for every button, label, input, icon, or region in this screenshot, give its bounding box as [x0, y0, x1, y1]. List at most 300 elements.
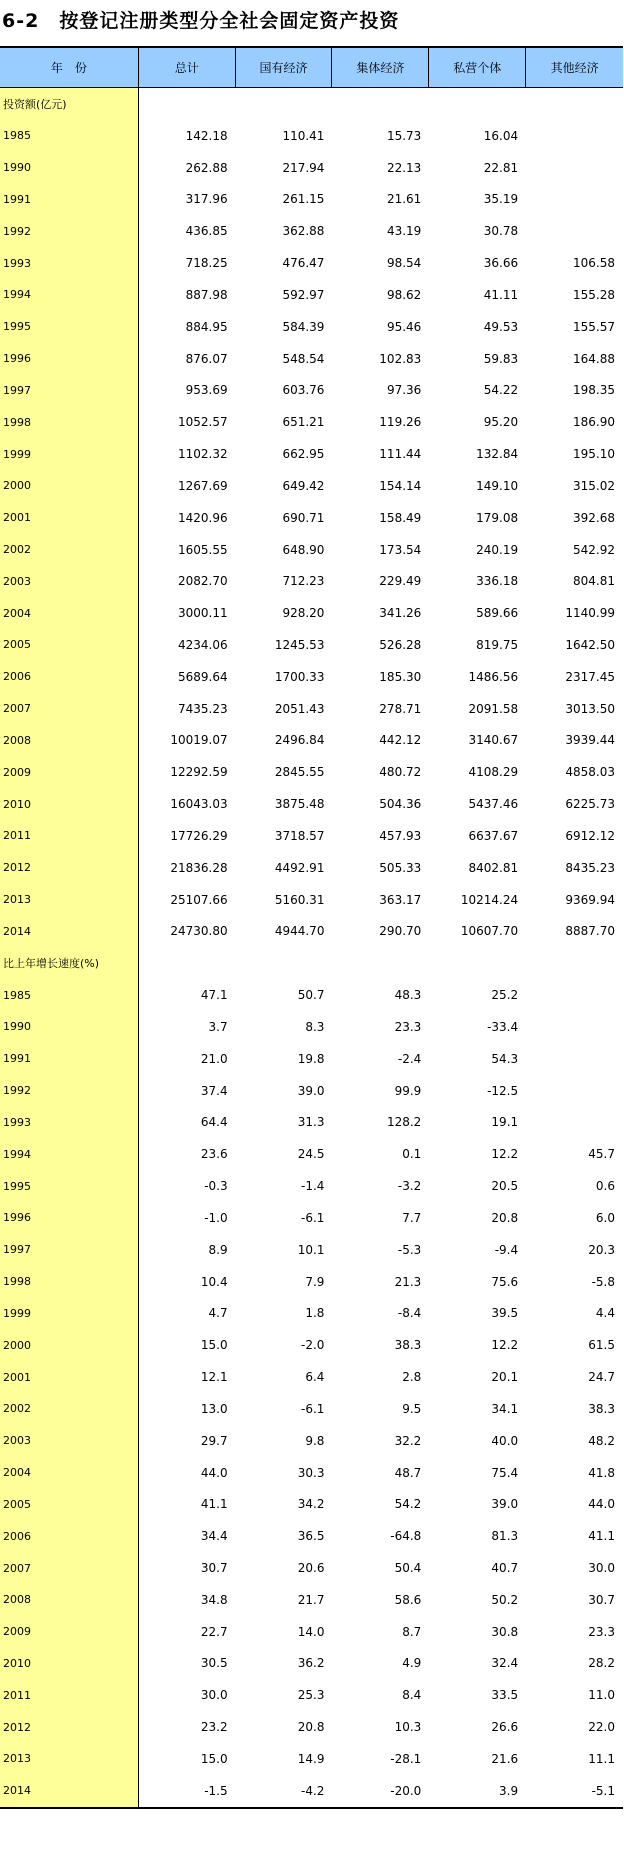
table-row — [0, 756, 623, 788]
value-cell: 21.6 — [491, 1751, 519, 1766]
value-cell: 95.20 — [483, 415, 519, 430]
value-cell: 34.8 — [200, 1592, 228, 1607]
section-row — [0, 947, 623, 979]
value-cell: 2496.84 — [274, 733, 325, 748]
table-row — [0, 343, 623, 375]
value-cell: 10019.07 — [170, 733, 228, 748]
header-other: 其他经济 — [550, 61, 599, 75]
table-row — [0, 1616, 623, 1648]
value-cell: 22.13 — [386, 160, 422, 175]
value-cell: -1.4 — [301, 1179, 325, 1194]
value-cell: 2051.43 — [274, 701, 325, 716]
value-cell: 2091.58 — [468, 701, 519, 716]
table-row — [0, 820, 623, 852]
year-cell: 2005 — [0, 629, 139, 661]
value-cell: 59.83 — [483, 351, 519, 366]
table-row — [0, 916, 623, 948]
value-cell: 20.5 — [491, 1179, 519, 1194]
value-cell: 278.71 — [379, 701, 422, 716]
table-row — [0, 629, 623, 661]
value-cell: -1.5 — [204, 1783, 228, 1798]
value-cell: 102.83 — [379, 351, 422, 366]
value-cell: 22.7 — [200, 1624, 228, 1639]
year-cell: 2014 — [0, 1775, 139, 1807]
value-cell: 20.6 — [297, 1561, 325, 1575]
value-cell: 4858.03 — [565, 765, 615, 780]
table-row — [0, 247, 623, 279]
value-cell: 30.0 — [200, 1688, 228, 1703]
value-cell: 23.3 — [394, 1019, 422, 1034]
value-cell: 37.4 — [200, 1083, 228, 1098]
value-cell: 106.58 — [572, 256, 615, 271]
value-cell: 44.0 — [200, 1465, 228, 1480]
value-cell: 43.19 — [386, 224, 422, 239]
value-cell: 36.2 — [297, 1656, 325, 1671]
value-cell: 3013.50 — [565, 701, 615, 716]
value-cell: 9.5 — [402, 1401, 422, 1416]
value-cell: 75.6 — [491, 1274, 519, 1289]
year-cell: 1991 — [0, 183, 139, 215]
year-cell: 2006 — [0, 661, 139, 693]
value-cell: 16043.03 — [170, 797, 228, 812]
header-year: 年 份 — [0, 48, 139, 87]
value-cell: 392.68 — [572, 510, 615, 525]
year-cell: 2006 — [0, 1520, 139, 1552]
value-cell: 128.2 — [386, 1115, 422, 1130]
year-cell: 1996 — [0, 1202, 139, 1234]
value-cell: 19.1 — [491, 1115, 519, 1130]
value-cell: 173.54 — [379, 542, 422, 557]
value-cell: 99.9 — [394, 1083, 422, 1098]
value-cell: 19.8 — [297, 1051, 325, 1066]
year-cell: 1996 — [0, 343, 139, 375]
value-cell: -0.3 — [204, 1179, 228, 1194]
value-cell: 584.39 — [282, 319, 325, 334]
value-cell: 712.23 — [282, 574, 325, 589]
value-cell: 119.26 — [379, 415, 422, 430]
value-cell: 804.81 — [572, 574, 615, 589]
value-cell: -12.5 — [487, 1083, 519, 1098]
year-cell: 2003 — [0, 565, 139, 597]
year-cell: 2003 — [0, 1425, 139, 1457]
value-cell: 14.0 — [297, 1624, 325, 1639]
value-cell: 38.3 — [588, 1401, 615, 1416]
table-body — [0, 88, 623, 1807]
value-cell: 32.2 — [394, 1433, 422, 1448]
table-row — [0, 1202, 623, 1234]
value-cell: 58.6 — [394, 1592, 422, 1607]
value-cell: 4.7 — [208, 1306, 228, 1321]
value-cell: 10.4 — [200, 1274, 228, 1289]
value-cell: -5.8 — [591, 1274, 615, 1289]
table-row — [0, 852, 623, 884]
value-cell: 155.28 — [572, 287, 615, 302]
value-cell: 20.8 — [297, 1720, 325, 1735]
table-row — [0, 1011, 623, 1043]
value-cell: -1.0 — [204, 1210, 228, 1225]
value-cell: 23.6 — [200, 1147, 228, 1162]
value-cell: 436.85 — [185, 224, 228, 239]
table-row — [0, 693, 623, 725]
value-cell: 10.3 — [394, 1720, 422, 1735]
value-cell: 21.0 — [200, 1051, 228, 1066]
table-row — [0, 1234, 623, 1266]
value-cell: 1267.69 — [177, 478, 228, 493]
table-row — [0, 1584, 623, 1616]
section-row — [0, 88, 623, 120]
table-row — [0, 502, 623, 534]
year-cell: 1993 — [0, 1107, 139, 1139]
value-cell: 61.5 — [588, 1338, 615, 1353]
value-cell: 542.92 — [572, 542, 615, 557]
table-row — [0, 183, 623, 215]
value-cell: 132.84 — [476, 447, 519, 462]
value-cell: 5160.31 — [274, 892, 325, 907]
value-cell: 48.2 — [588, 1433, 615, 1448]
table-row — [0, 1488, 623, 1520]
value-cell: 15.0 — [200, 1338, 228, 1353]
year-cell: 2009 — [0, 756, 139, 788]
table-row — [0, 597, 623, 629]
value-cell: 290.70 — [379, 924, 422, 939]
value-cell: 31.3 — [297, 1115, 325, 1130]
table-row — [0, 311, 623, 343]
section-label: 投资额(亿元) — [0, 88, 139, 120]
value-cell: 648.90 — [282, 542, 325, 557]
value-cell: 16.04 — [483, 128, 519, 143]
value-cell: 317.96 — [185, 192, 228, 207]
table-header — [0, 46, 623, 88]
value-cell: 8.3 — [305, 1019, 325, 1034]
table-row — [0, 884, 623, 916]
table-row — [0, 1043, 623, 1075]
value-cell: 442.12 — [379, 733, 422, 748]
value-cell: 34.2 — [297, 1497, 325, 1512]
value-cell: 363.17 — [379, 892, 422, 907]
table-bottom-rule — [0, 1807, 623, 1809]
year-cell: 1994 — [0, 1138, 139, 1170]
year-cell: 1998 — [0, 1266, 139, 1298]
value-cell: 22.0 — [588, 1720, 615, 1735]
year-cell: 2002 — [0, 534, 139, 566]
value-cell: 32.4 — [491, 1656, 519, 1671]
value-cell: 40.0 — [491, 1433, 519, 1448]
value-cell: 34.1 — [491, 1401, 519, 1416]
value-cell: 4.9 — [402, 1656, 422, 1671]
value-cell: 13.0 — [200, 1401, 228, 1416]
table-row — [0, 1425, 623, 1457]
year-cell: 1997 — [0, 1234, 139, 1266]
year-cell: 2000 — [0, 1329, 139, 1361]
table-row — [0, 1138, 623, 1170]
year-cell: 2012 — [0, 852, 139, 884]
value-cell: 1052.57 — [177, 415, 228, 430]
header-state-owned: 国有经济 — [236, 48, 333, 87]
value-cell: 41.1 — [588, 1529, 615, 1544]
value-cell: 3939.44 — [565, 733, 615, 748]
value-cell: 49.53 — [483, 319, 519, 334]
value-cell: 336.18 — [476, 574, 519, 589]
year-cell: 2013 — [0, 884, 139, 916]
table-row — [0, 1266, 623, 1298]
value-cell: 41.8 — [588, 1465, 615, 1480]
value-cell: 4234.06 — [177, 637, 228, 652]
value-cell: 0.1 — [402, 1147, 422, 1162]
value-cell: 1102.32 — [177, 447, 228, 462]
value-cell: 98.54 — [386, 256, 422, 271]
table-row — [0, 565, 623, 597]
table-row — [0, 534, 623, 566]
value-cell: 198.35 — [572, 383, 615, 398]
table-row — [0, 215, 623, 247]
value-cell: 3140.67 — [468, 733, 519, 748]
table-row — [0, 1361, 623, 1393]
table-row — [0, 1775, 623, 1807]
value-cell: 111.44 — [379, 447, 422, 462]
value-cell: 5437.46 — [468, 797, 519, 812]
year-cell: 2007 — [0, 1552, 139, 1584]
value-cell: 12.2 — [491, 1147, 519, 1162]
value-cell: 21.3 — [394, 1274, 422, 1289]
table-row — [0, 1393, 623, 1425]
value-cell: -8.4 — [397, 1306, 422, 1321]
value-cell: 23.2 — [200, 1720, 228, 1735]
value-cell: 30.0 — [588, 1561, 615, 1575]
value-cell: 20.1 — [491, 1370, 519, 1385]
year-cell: 1994 — [0, 279, 139, 311]
year-cell: 2010 — [0, 1648, 139, 1680]
value-cell: 8.4 — [402, 1688, 422, 1703]
value-cell: 154.14 — [379, 478, 422, 493]
value-cell: 29.7 — [200, 1433, 228, 1448]
value-cell: 64.4 — [200, 1115, 228, 1130]
year-cell: 1993 — [0, 247, 139, 279]
value-cell: 6225.73 — [565, 797, 615, 812]
value-cell: 8.7 — [402, 1624, 422, 1639]
value-cell: -4.2 — [301, 1783, 325, 1798]
value-cell: 504.36 — [379, 797, 422, 812]
value-cell: 20.3 — [588, 1242, 615, 1257]
value-cell: 39.0 — [491, 1497, 519, 1512]
value-cell: 2845.55 — [274, 765, 325, 780]
value-cell: 47.1 — [200, 988, 228, 1003]
value-cell: -64.8 — [390, 1529, 422, 1544]
value-cell: 526.28 — [379, 637, 422, 652]
value-cell: 315.02 — [572, 478, 615, 493]
year-cell: 2014 — [0, 916, 139, 948]
value-cell: 9.8 — [305, 1433, 325, 1448]
value-cell: 690.71 — [282, 510, 325, 525]
table-row — [0, 1552, 623, 1584]
value-cell: 21.61 — [386, 192, 422, 207]
value-cell: 142.18 — [185, 128, 228, 143]
value-cell: 8435.23 — [565, 860, 615, 875]
value-cell: 81.3 — [491, 1529, 519, 1544]
table-row — [0, 661, 623, 693]
year-cell: 2007 — [0, 693, 139, 725]
value-cell: 17726.29 — [170, 828, 228, 843]
value-cell: -6.1 — [301, 1210, 325, 1225]
year-cell: 2008 — [0, 725, 139, 757]
year-cell: 2013 — [0, 1743, 139, 1775]
value-cell: 36.66 — [483, 256, 519, 271]
value-cell: 34.4 — [200, 1529, 228, 1544]
value-cell: 505.33 — [379, 860, 422, 875]
value-cell: 3718.57 — [274, 828, 325, 843]
value-cell: 33.5 — [491, 1688, 519, 1703]
value-cell: -20.0 — [390, 1783, 422, 1798]
year-cell: 1995 — [0, 311, 139, 343]
value-cell: 649.42 — [282, 478, 325, 493]
value-cell: 11.1 — [588, 1751, 615, 1766]
value-cell: 887.98 — [185, 287, 228, 302]
value-cell: 1140.99 — [565, 606, 615, 621]
year-cell: 1992 — [0, 215, 139, 247]
value-cell: 476.47 — [282, 256, 325, 271]
value-cell: 54.22 — [483, 383, 519, 398]
value-cell: 24730.80 — [170, 924, 228, 939]
value-cell: 953.69 — [185, 383, 228, 398]
value-cell: 40.7 — [491, 1561, 519, 1575]
value-cell: 45.7 — [588, 1147, 615, 1162]
value-cell: 10214.24 — [460, 892, 519, 907]
value-cell: 30.7 — [200, 1561, 228, 1575]
value-cell: 1642.50 — [565, 637, 615, 652]
year-cell: 1991 — [0, 1043, 139, 1075]
value-cell: 362.88 — [282, 224, 325, 239]
year-cell: 1995 — [0, 1170, 139, 1202]
table-row — [0, 1648, 623, 1680]
value-cell: 12.1 — [200, 1370, 228, 1385]
table-row — [0, 438, 623, 470]
section-label: 比上年增长速度(%) — [0, 947, 139, 979]
year-cell: 1992 — [0, 1075, 139, 1107]
value-cell: 3875.48 — [274, 797, 325, 812]
table-row — [0, 788, 623, 820]
value-cell: 6637.67 — [468, 828, 519, 843]
value-cell: 8.9 — [208, 1242, 228, 1257]
value-cell: 240.19 — [476, 542, 519, 557]
value-cell: 41.11 — [483, 287, 519, 302]
value-cell: 928.20 — [282, 606, 325, 621]
value-cell: 30.78 — [483, 224, 519, 239]
value-cell: 2317.45 — [565, 669, 615, 684]
header-collective: 集体经济 — [332, 48, 429, 87]
value-cell: 2082.70 — [177, 574, 228, 589]
value-cell: 589.66 — [476, 606, 519, 621]
value-cell: 592.97 — [282, 287, 325, 302]
value-cell: 261.15 — [282, 192, 325, 207]
year-cell: 2004 — [0, 1457, 139, 1489]
value-cell: 9369.94 — [565, 892, 615, 907]
value-cell: 480.72 — [379, 765, 422, 780]
year-cell: 2001 — [0, 1361, 139, 1393]
value-cell: 110.41 — [282, 128, 325, 143]
value-cell: 718.25 — [185, 256, 228, 271]
year-cell: 1999 — [0, 1297, 139, 1329]
value-cell: 6912.12 — [565, 828, 615, 843]
value-cell: 262.88 — [185, 160, 228, 175]
value-cell: 20.8 — [491, 1210, 519, 1225]
value-cell: -2.4 — [397, 1051, 422, 1066]
value-cell: 39.5 — [491, 1306, 519, 1321]
value-cell: 4.4 — [595, 1306, 615, 1321]
year-cell: 2001 — [0, 502, 139, 534]
table-row — [0, 1679, 623, 1711]
value-cell: 24.7 — [588, 1370, 615, 1385]
value-cell: 548.54 — [282, 351, 325, 366]
value-cell: 36.5 — [297, 1529, 325, 1544]
value-cell: 50.7 — [297, 988, 325, 1003]
value-cell: 6.4 — [305, 1370, 325, 1385]
value-cell: 6.0 — [595, 1210, 615, 1225]
table-row — [0, 1329, 623, 1361]
year-cell: 2008 — [0, 1584, 139, 1616]
table-row — [0, 1743, 623, 1775]
year-cell: 1990 — [0, 1011, 139, 1043]
page-title: 6-2 按登记注册类型分全社会固定资产投资 — [2, 10, 400, 32]
value-cell: 10.1 — [297, 1242, 325, 1257]
value-cell: -3.2 — [397, 1179, 422, 1194]
value-cell: 3.7 — [208, 1019, 228, 1034]
value-cell: 30.3 — [297, 1465, 325, 1480]
table-row — [0, 1170, 623, 1202]
value-cell: 10607.70 — [460, 924, 519, 939]
value-cell: -9.4 — [494, 1242, 519, 1257]
value-cell: 341.26 — [379, 606, 422, 621]
value-cell: 155.57 — [572, 319, 615, 334]
year-cell: 2011 — [0, 1679, 139, 1711]
data-table — [0, 46, 623, 1809]
value-cell: 2.8 — [402, 1370, 422, 1385]
year-cell: 2000 — [0, 470, 139, 502]
value-cell: 5689.64 — [177, 669, 228, 684]
value-cell: 25107.66 — [170, 892, 228, 907]
table-row — [0, 1297, 623, 1329]
value-cell: -5.3 — [397, 1242, 422, 1257]
value-cell: 3.9 — [499, 1783, 519, 1798]
value-cell: 884.95 — [185, 319, 228, 334]
value-cell: 25.2 — [491, 988, 519, 1003]
value-cell: 41.1 — [200, 1497, 228, 1512]
value-cell: 149.10 — [476, 478, 519, 493]
value-cell: 11.0 — [588, 1688, 615, 1703]
value-cell: 1.8 — [305, 1306, 325, 1321]
year-cell: 2005 — [0, 1488, 139, 1520]
value-cell: 1245.53 — [274, 637, 325, 652]
value-cell: 1605.55 — [177, 542, 228, 557]
value-cell: 229.49 — [379, 574, 422, 589]
header-private: 私营个体 — [429, 48, 526, 87]
value-cell: 7435.23 — [177, 701, 228, 716]
year-cell: 1999 — [0, 438, 139, 470]
table-row — [0, 470, 623, 502]
year-cell: 1998 — [0, 406, 139, 438]
value-cell: 21.7 — [297, 1592, 325, 1607]
value-cell: -6.1 — [301, 1401, 325, 1416]
value-cell: 3000.11 — [177, 606, 228, 621]
value-cell: 30.7 — [588, 1592, 615, 1607]
table-row — [0, 152, 623, 184]
table-row — [0, 279, 623, 311]
value-cell: 22.81 — [483, 160, 519, 175]
value-cell: 12.2 — [491, 1338, 519, 1353]
value-cell: 26.6 — [491, 1720, 519, 1735]
value-cell: 4108.29 — [468, 765, 519, 780]
year-cell: 2010 — [0, 788, 139, 820]
value-cell: 603.76 — [282, 383, 325, 398]
value-cell: 457.93 — [379, 828, 422, 843]
